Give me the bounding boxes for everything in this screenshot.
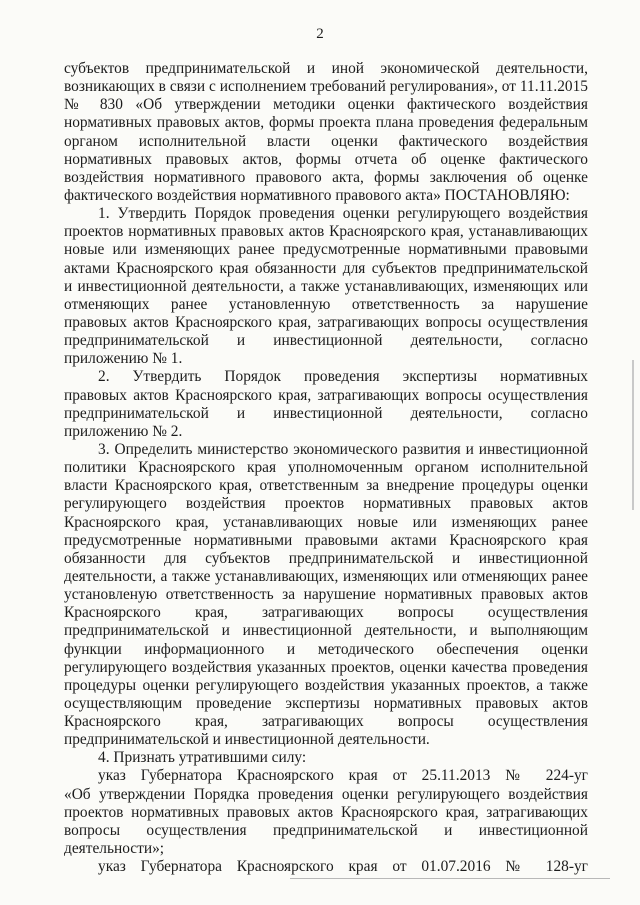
text-line: приложению № 2. [64,422,183,440]
text-line: политики Красноярского края уполномоченным органом исполнительной [64,459,588,477]
text-line: предпринимательской и инвестиционной деятельности, и выполняющим [64,622,588,640]
text-line: власти Красноярского края, ответственным за внедрение процедуры оценки [64,477,588,495]
text-line: деятельности»; [64,840,165,858]
text-line: регулирующего воздействия указанных проектов, оценки качества проведения [64,658,588,676]
text-line: проектов нормативных правовых актов Красноярского края, устанавливающих [64,223,588,241]
text-line: приложению № 1. [64,350,183,368]
text-line: возникающих в связи с исполнением требований регулирования», от 11.11.2015 [64,78,588,96]
text-line: правовых актов Красноярского края, затрагивающих вопросы осуществления [64,313,588,331]
text-line: Красноярского края, затрагивающих вопросы осуществления [64,604,588,622]
text-line: 1. Утвердить Порядок проведения оценки регулирующего воздействия [98,205,588,223]
text-line: и инвестиционной деятельности, а также устанавливающих, изменяющих или [64,277,588,295]
document-body [64,60,588,876]
page-number: 2 [316,26,324,42]
text-line: регулирующего воздействия проектов нормативных правовых актов [64,495,588,513]
text-line: органом исполнительной власти оценки фактического воздействия [64,132,588,150]
text-line: 4. Признать утратившими силу: [98,749,307,767]
text-line: Красноярского края, устанавливающих новые или изменяющих ранее [64,513,588,531]
text-line: осуществляющим проведение экспертизы нормативных правовых актов [64,694,588,712]
text-line: вопросы осуществления предпринимательской и инвестиционной [64,821,588,839]
text-line: указ Губернатора Красноярского края от 01.07.2016 № 128-уг [98,858,588,876]
text-line: предпринимательской и инвестиционной деятельности. [64,731,430,749]
text-line: обязанности для субъектов предпринимательской и инвестиционной [64,549,588,567]
text-line: отменяющих ранее установленную ответственность за нарушение [64,295,588,313]
text-line: 3. Определить министерство экономического развития и инвестиционной [98,440,588,458]
text-line: фактического воздействия нормативного правового акта» ПОСТАНОВЛЯЮ: [64,186,570,204]
text-line: деятельности, а также устанавливающих, изменяющих или отменяющих ранее [64,567,588,585]
text-line: новые или изменяющих ранее предусмотренные нормативными правовыми [64,241,588,259]
text-line: актами Красноярского края обязанности для субъектов предпринимательской [64,259,588,277]
text-line: установленую ответственность за нарушение нормативных правовых актов [64,586,588,604]
text-line: указ Губернатора Красноярского края от 25.11.2013 № 224-уг [98,767,588,785]
text-line: воздействия нормативного правового акта, формы заключения об оценке [64,168,588,186]
text-line: нормативных правовых актов, формы отчета об оценке фактического [64,150,588,168]
text-line: 2. Утвердить Порядок проведения экспертизы нормативных [98,368,588,386]
bottom-rule [290,878,610,879]
text-line: предпринимательской и инвестиционной деятельности, согласно [64,332,588,350]
text-line: предусмотренные нормативными правовыми актами Красноярского края [64,531,588,549]
text-line: субъектов предпринимательской и иной экономической деятельности, [64,60,588,77]
text-line: предпринимательской и инвестиционной деятельности, согласно [64,404,588,422]
text-line: Красноярского края, затрагивающих вопросы осуществления [64,713,588,731]
text-line: правовых актов Красноярского края, затрагивающих вопросы осуществления [64,386,588,404]
text-line: процедуры оценки регулирующего воздействия указанных проектов, а также [64,676,588,694]
text-line: проектов нормативных правовых актов Красноярского края, затрагивающих [64,803,588,821]
text-line: № 830 «Об утверждении методики оценки фактического воздействия [64,96,588,114]
text-line: «Об утверждении Порядка проведения оценки регулирующего воздействия [64,785,588,803]
scan-edge-mark [632,360,634,510]
text-line: нормативных правовых актов, формы проекта плана проведения федеральным [64,114,588,132]
text-line: функции информационного и методического обеспечения оценки [64,640,588,658]
